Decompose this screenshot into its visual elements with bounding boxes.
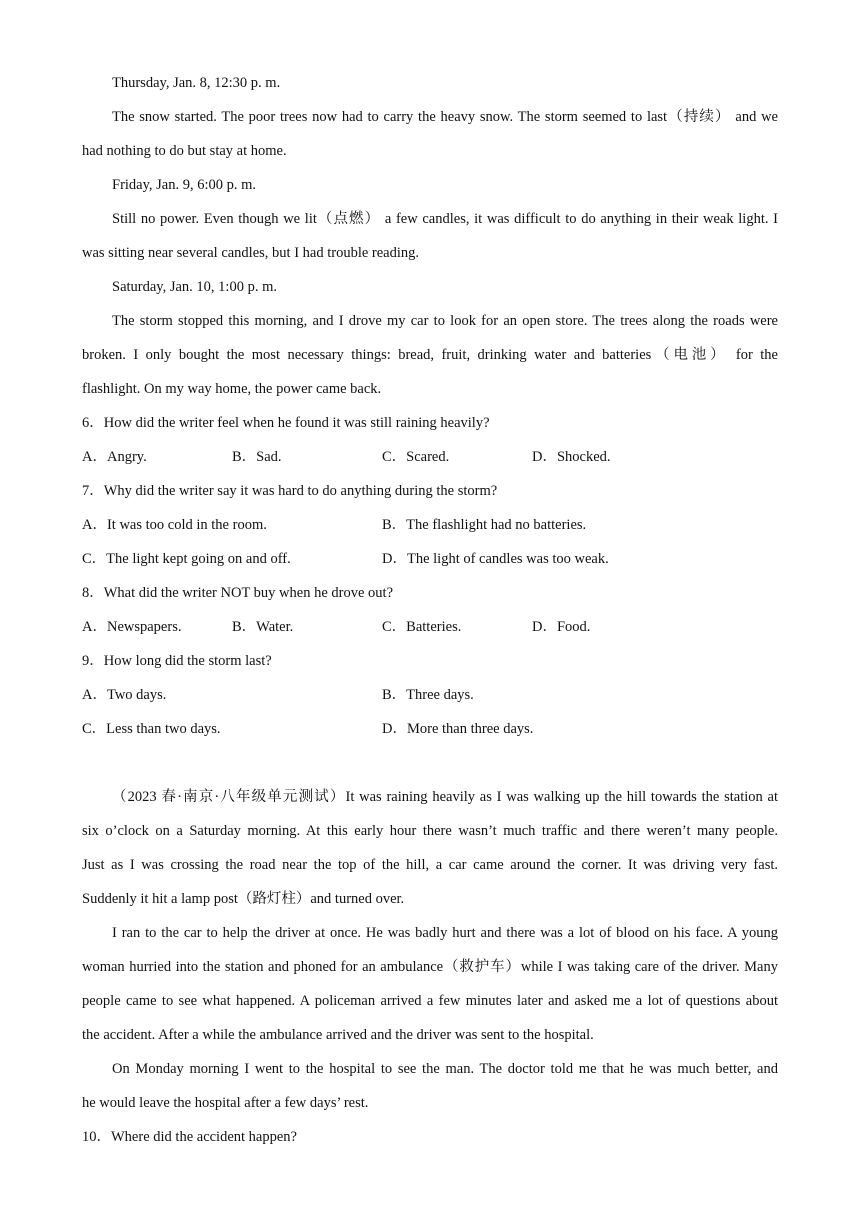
text-line: Still no power. Even though we lit（点燃） a few candles, it was difficult to do anything in their weak light. I — [112, 211, 778, 227]
question-8: 8．What did the writer NOT buy when he drove out? — [82, 585, 393, 601]
option-d: D．Food. — [532, 619, 591, 635]
question-10: 10．Where did the accident happen? — [82, 1129, 297, 1145]
question-6: 6．How did the writer feel when he found it was still raining heavily? — [82, 415, 490, 431]
text-line: was sitting near several candles, but I had trouble reading. — [82, 245, 420, 261]
diary-date: Thursday, Jan. 8, 12:30 p. m. — [112, 75, 281, 91]
option-a: A．Two days. — [82, 687, 167, 703]
text-line: （2023 春·南京·八年级单元测试）It was raining heavily as I was walking up the hill towards the station at — [112, 789, 778, 805]
option-d: D．Shocked. — [532, 449, 611, 465]
option-d: D．The light of candles was too weak. — [382, 551, 609, 567]
option-c: C．Less than two days. — [82, 721, 221, 737]
text-line: had nothing to do but stay at home. — [82, 143, 287, 159]
text-line: I ran to the car to help the driver at once. He was badly hurt and there was a lot of blood on his face. A young — [112, 925, 778, 941]
diary-date: Friday, Jan. 9, 6:00 p. m. — [112, 177, 257, 193]
text-line: the accident. After a while the ambulance arrived and the driver was sent to the hospital. — [82, 1027, 594, 1043]
question-9: 9．How long did the storm last? — [82, 653, 272, 669]
text-line: The storm stopped this morning, and I drove my car to look for an open store. The trees along the roads were — [112, 313, 778, 329]
text-line: people came to see what happened. A policeman arrived a few minutes later and asked me a lot of questions about — [82, 993, 778, 1009]
option-a: A．Angry. — [82, 449, 147, 465]
question-9-options — [82, 712, 778, 746]
option-b: B．The flashlight had no batteries. — [382, 517, 587, 533]
spacer — [82, 746, 778, 780]
option-d: D．More than three days. — [382, 721, 534, 737]
option-a: A．It was too cold in the room. — [82, 517, 267, 533]
option-c: C．Batteries. — [382, 619, 462, 635]
option-a: A．Newspapers. — [82, 619, 182, 635]
text-line: he would leave the hospital after a few days’ rest. — [82, 1095, 369, 1111]
text-line: flashlight. On my way home, the power came back. — [82, 381, 382, 397]
option-c: C．Scared. — [382, 449, 450, 465]
question-9-options — [82, 678, 778, 712]
option-b: B．Three days. — [382, 687, 474, 703]
text-line: six o’clock on a Saturday morning. At this early hour there wasn’t much traffic and there weren’t many people. — [82, 823, 778, 839]
question-7: 7．Why did the writer say it was hard to do anything during the storm? — [82, 483, 498, 499]
diary-date: Saturday, Jan. 10, 1:00 p. m. — [112, 279, 277, 295]
text-line: On Monday morning I went to the hospital to see the man. The doctor told me that he was much better, and — [112, 1061, 778, 1077]
option-b: B．Water. — [232, 619, 294, 635]
question-6-options — [82, 440, 778, 474]
text-line: broken. I only bought the most necessary things: bread, fruit, drinking water and batteries（电池） for the — [82, 347, 778, 363]
question-7-options — [82, 508, 778, 542]
question-8-options — [82, 610, 778, 644]
text-line: woman hurried into the station and phoned for an ambulance（救护车）while I was taking care of the driver. Many — [82, 959, 778, 975]
option-b: B．Sad. — [232, 449, 282, 465]
text-line: Just as I was crossing the road near the top of the hill, a car came around the corner. It was driving very fast. — [82, 857, 778, 873]
text-line: The snow started. The poor trees now had to carry the heavy snow. The storm seemed to last（持续） and we — [112, 109, 778, 125]
document-page — [82, 66, 778, 1154]
option-c: C．The light kept going on and off. — [82, 551, 291, 567]
question-7-options — [82, 542, 778, 576]
text-line: Suddenly it hit a lamp post（路灯柱）and turned over. — [82, 891, 405, 907]
